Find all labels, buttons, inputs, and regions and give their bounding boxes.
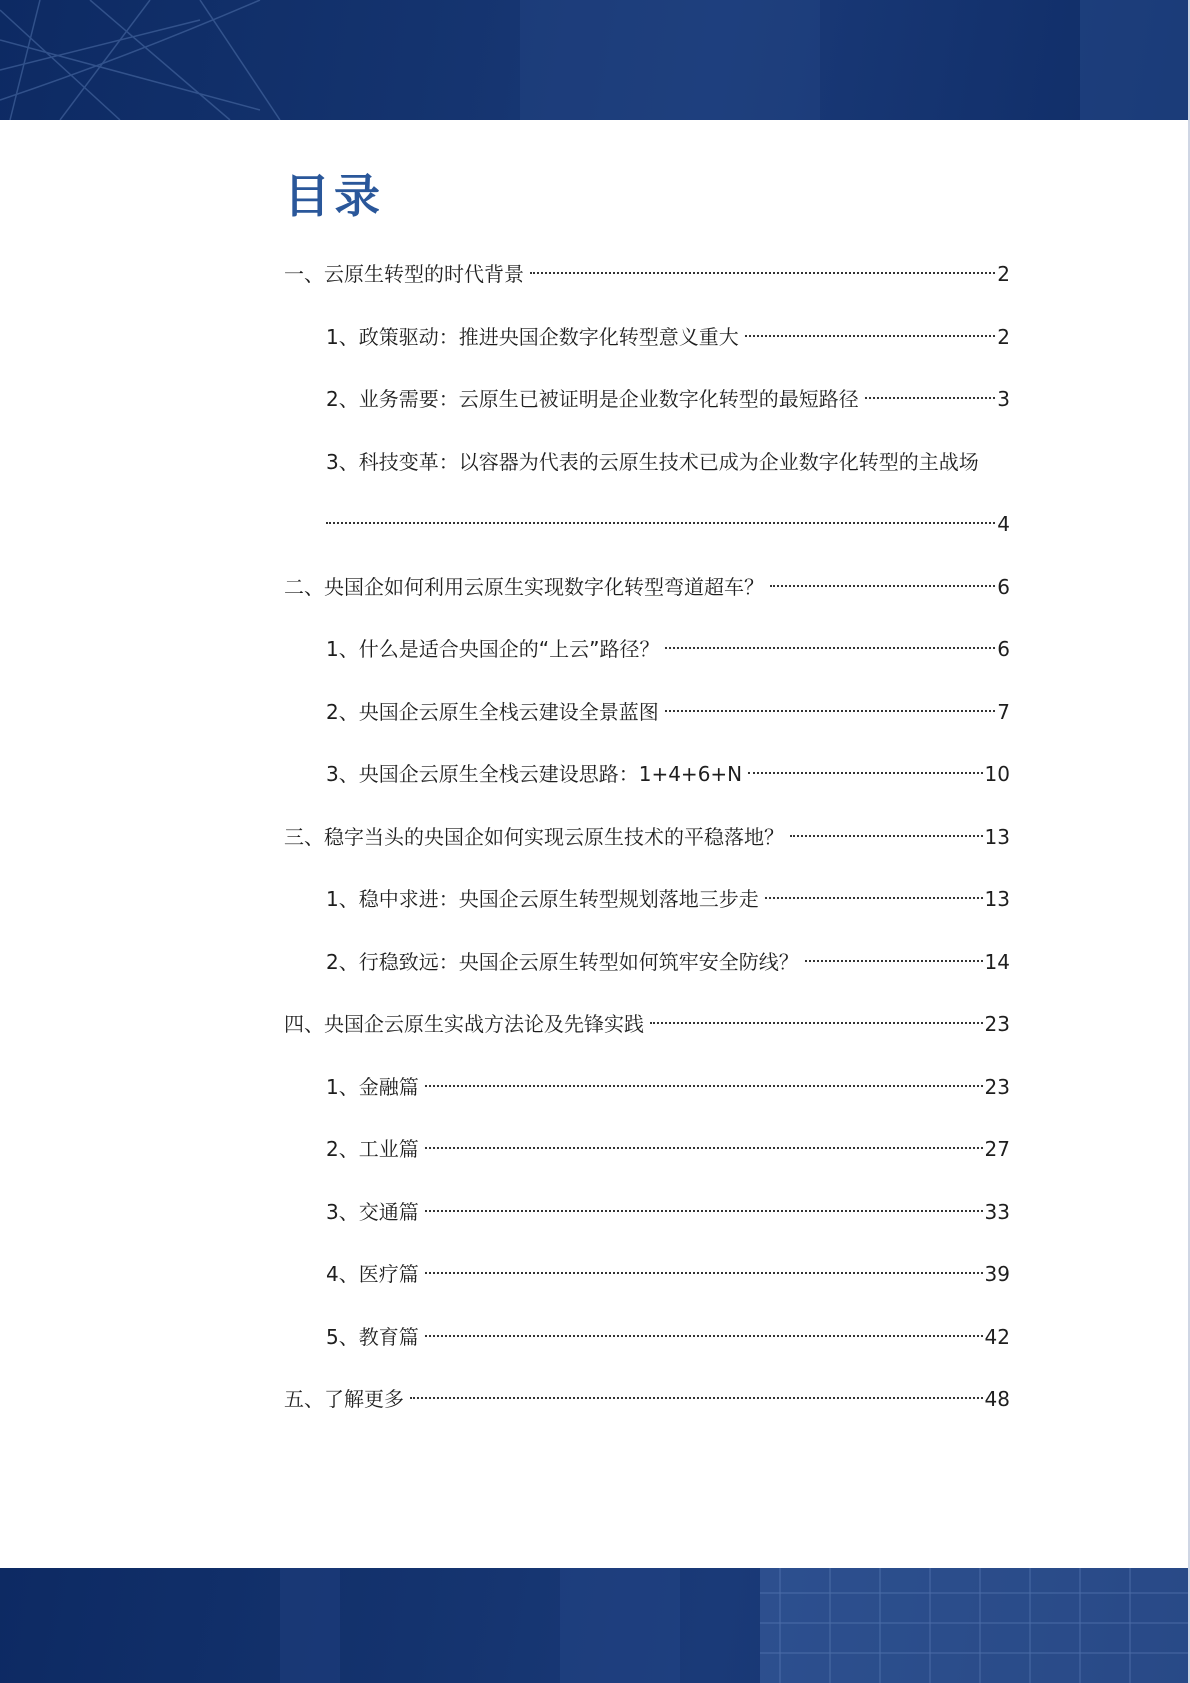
dot-leader [425, 1085, 983, 1087]
banner-pattern-graphic [0, 0, 1190, 120]
toc-page-number: 23 [984, 1074, 1010, 1099]
toc-page-number: 42 [984, 1324, 1010, 1349]
dot-leader [805, 960, 983, 962]
toc-item-2[interactable] [284, 556, 1010, 619]
toc-label: 2、行稳致远：央国企云原生转型如何筑牢安全防线？ [326, 949, 799, 974]
toc-page-number: 6 [997, 637, 1010, 661]
toc-page-number: 4 [997, 512, 1010, 536]
toc-page-number: 27 [984, 1137, 1010, 1161]
table-of-contents [284, 243, 1010, 1431]
dot-leader [765, 897, 983, 899]
toc-page-number: 23 [984, 1012, 1010, 1036]
toc-label: 2、业务需要：云原生已被证明是企业数字化转型的最短路径 [326, 387, 859, 411]
toc-label: 5、教育篇 [326, 1324, 419, 1349]
toc-page-number: 10 [984, 762, 1010, 786]
top-banner [0, 0, 1190, 120]
toc-label: 2、央国企云原生全栈云建设全景蓝图 [326, 699, 659, 724]
toc-label: 四、央国企云原生实战方法论及先锋实践 [284, 1012, 644, 1036]
toc-label: 3、央国企云原生全栈云建设思路：1+4+6+N [326, 762, 743, 786]
page-title: 目录 [284, 169, 384, 223]
dot-leader [748, 772, 982, 774]
toc-item-2-2[interactable] [284, 681, 1010, 744]
dot-leader [650, 1022, 983, 1024]
dot-leader [770, 585, 995, 587]
toc-page-number: 14 [984, 949, 1010, 974]
banner-building-graphic [0, 1568, 1190, 1683]
toc-item-4-5[interactable] [284, 1306, 1010, 1369]
toc-item-1-3-continued[interactable] [284, 493, 1010, 556]
toc-page-number: 33 [984, 1199, 1010, 1224]
dot-leader [665, 710, 996, 712]
toc-label: 2、工业篇 [326, 1137, 419, 1161]
toc-label: 二、央国企如何利用云原生实现数字化转型弯道超车？ [284, 574, 764, 599]
toc-item-3-1[interactable] [284, 868, 1010, 931]
toc-item-2-1[interactable] [284, 618, 1010, 681]
toc-item-1-2[interactable] [284, 368, 1010, 431]
toc-page-number: 2 [997, 324, 1010, 349]
toc-label: 一、云原生转型的时代背景 [284, 262, 524, 286]
dot-leader [665, 647, 995, 649]
dot-leader [745, 335, 996, 337]
toc-label: 三、稳字当头的央国企如何实现云原生技术的平稳落地？ [284, 824, 784, 849]
toc-label: 1、政策驱动：推进央国企数字化转型意义重大 [326, 324, 739, 349]
toc-page-number: 13 [984, 887, 1010, 911]
toc-item-4-4[interactable] [284, 1243, 1010, 1306]
toc-page-number: 7 [997, 699, 1010, 724]
toc-item-1[interactable] [284, 243, 1010, 306]
toc-label: 1、什么是适合央国企的“上云”路径？ [326, 637, 660, 661]
toc-item-5[interactable] [284, 1368, 1010, 1431]
dot-leader [790, 835, 983, 837]
toc-item-4-3[interactable] [284, 1181, 1010, 1244]
dot-leader [425, 1272, 983, 1274]
toc-label: 4、医疗篇 [326, 1262, 419, 1286]
toc-page-number: 6 [997, 574, 1010, 599]
toc-item-4[interactable] [284, 993, 1010, 1056]
toc-item-3-2[interactable] [284, 931, 1010, 994]
toc-item-2-3[interactable] [284, 743, 1010, 806]
toc-label: 3、交通篇 [326, 1199, 419, 1224]
toc-item-1-3[interactable] [284, 431, 1010, 494]
toc-page-number: 13 [984, 824, 1010, 849]
toc-item-1-1[interactable] [284, 306, 1010, 369]
toc-label: 1、稳中求进：央国企云原生转型规划落地三步走 [326, 887, 759, 911]
toc-label: 五、了解更多 [284, 1387, 404, 1411]
toc-item-3[interactable] [284, 806, 1010, 869]
toc-item-4-1[interactable] [284, 1056, 1010, 1119]
toc-item-4-2[interactable] [284, 1118, 1010, 1181]
dot-leader [530, 272, 995, 274]
dot-leader [326, 522, 995, 524]
toc-page-number: 2 [997, 262, 1010, 286]
dot-leader [410, 1397, 983, 1399]
toc-page-number: 3 [997, 387, 1010, 411]
toc-label: 1、金融篇 [326, 1074, 419, 1099]
bottom-banner [0, 1568, 1190, 1683]
dot-leader [425, 1147, 983, 1149]
dot-leader [425, 1335, 983, 1337]
dot-leader [425, 1210, 983, 1212]
toc-page-number: 39 [984, 1262, 1010, 1286]
dot-leader [865, 397, 996, 399]
toc-label: 3、科技变革：以容器为代表的云原生技术已成为企业数字化转型的主战场 [326, 449, 979, 474]
toc-page-number: 48 [984, 1387, 1010, 1411]
